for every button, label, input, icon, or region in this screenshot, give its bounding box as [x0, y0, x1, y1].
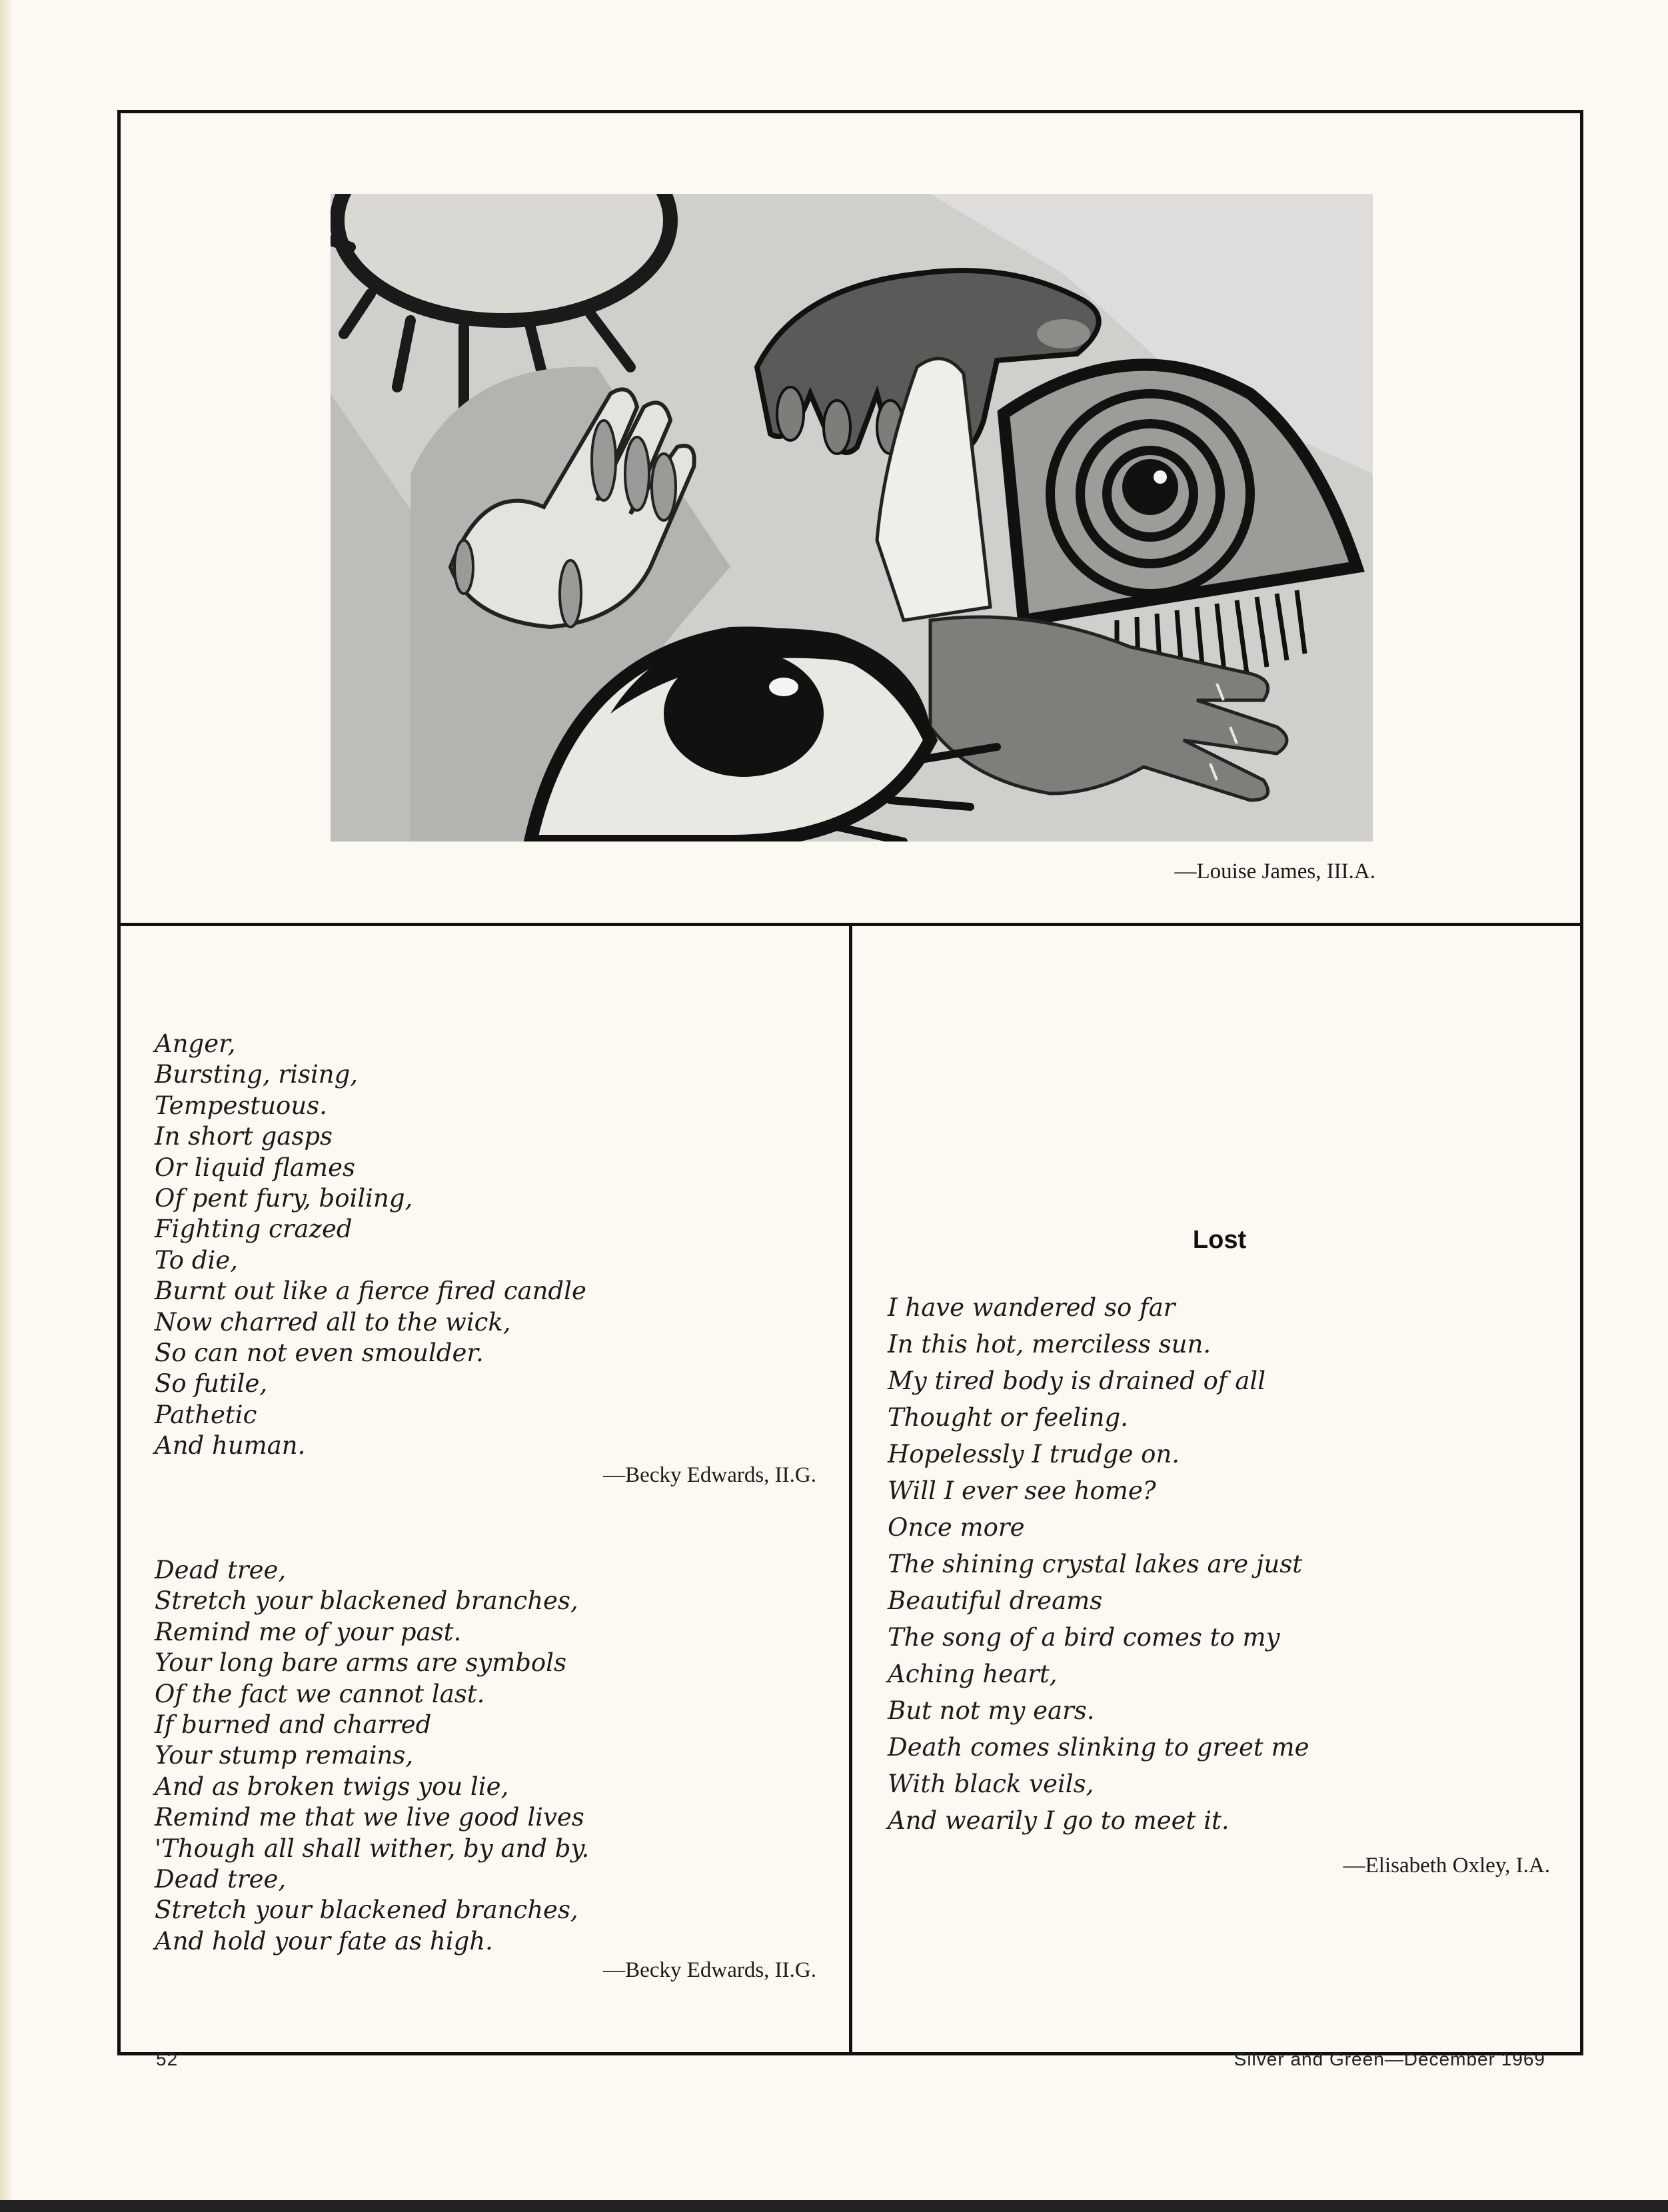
poem-line: Remind me that we live good lives	[155, 1803, 584, 1832]
poem-line: If burned and charred	[155, 1710, 432, 1739]
poem-line: The song of a bird comes to my	[888, 1623, 1280, 1652]
poem-line: And wearily I go to meet it.	[888, 1806, 1230, 1835]
poem-line: Remind me of your past.	[155, 1617, 462, 1646]
poem-line: In short gasps	[155, 1122, 333, 1151]
poem-line: Anger,	[155, 1029, 236, 1058]
poem-line: Your stump remains,	[155, 1741, 414, 1770]
poem-line: Aching heart,	[888, 1660, 1058, 1688]
poem-line: Once more	[888, 1513, 1025, 1542]
poem-line: And as broken twigs you lie,	[155, 1772, 509, 1801]
poem-line: And human.	[155, 1431, 306, 1460]
poem-line: Dead tree,	[155, 1864, 287, 1894]
poem-dead-tree	[155, 1555, 589, 1957]
poem-line: The shining crystal lakes are just	[888, 1550, 1303, 1578]
poem-line: Will I ever see home?	[888, 1476, 1156, 1505]
page-spine	[0, 0, 11, 2212]
poem-line: With black veils,	[888, 1770, 1094, 1798]
poem-line: Bursting, rising,	[155, 1060, 359, 1089]
poem-lost-credit: —Elisabeth Oxley, I.A.	[1343, 1854, 1550, 1878]
poem-line: Tempestuous.	[155, 1091, 327, 1120]
poem-line: Stretch your blackened branches,	[155, 1586, 578, 1616]
poem-dead-tree-credit: —Becky Edwards, II.G.	[603, 1958, 816, 1982]
poem-line: Pathetic	[155, 1400, 257, 1429]
poem-anger-credit: —Becky Edwards, II.G.	[603, 1463, 816, 1487]
poem-line: Burnt out like a fierce fired candle	[155, 1277, 586, 1306]
poem-line: Dead tree,	[155, 1556, 287, 1584]
poem-lost	[888, 1289, 1309, 1839]
poem-anger	[155, 1029, 586, 1461]
scan-edge	[0, 2200, 1668, 2212]
artwork-image	[331, 194, 1373, 841]
poem-line: Stretch your blackened branches,	[155, 1896, 578, 1925]
publication-line: Silver and Green—December 1969	[1234, 2049, 1545, 2069]
poem-line: And hold your fate as high.	[155, 1926, 493, 1955]
poem-line: Hopelessly I trudge on.	[888, 1440, 1180, 1468]
poem-line: 'Though all shall wither, by and by.	[155, 1834, 590, 1863]
poem-line: So can not even smoulder.	[155, 1338, 484, 1367]
poem-line: Of the fact we cannot last.	[155, 1679, 485, 1708]
artwork-credit: —Louise James, III.A.	[1174, 859, 1375, 883]
poem-line: Beautiful dreams	[888, 1586, 1103, 1615]
poem-line: So futile,	[155, 1369, 268, 1398]
poem-line: Death comes slinking to greet me	[888, 1733, 1309, 1762]
poem-lost-title: Lost	[1192, 1226, 1247, 1254]
page-number: 52	[156, 2049, 179, 2069]
poem-line: Your long bare arms are symbols	[155, 1648, 566, 1678]
poem-line: Thought or feeling.	[888, 1403, 1128, 1432]
poem-line: But not my ears.	[888, 1696, 1095, 1725]
poem-line: I have wandered so far	[888, 1293, 1176, 1322]
poem-line: Or liquid flames	[155, 1153, 355, 1182]
vertical-divider	[849, 925, 852, 2055]
poem-line: In this hot, merciless sun.	[888, 1330, 1212, 1359]
poem-line: To die,	[155, 1245, 239, 1275]
poem-line: Of pent fury, boiling,	[155, 1183, 413, 1213]
poem-line: Now charred all to the wick,	[155, 1307, 511, 1337]
poem-line: Fighting crazed	[155, 1215, 353, 1244]
poem-line: My tired body is drained of all	[888, 1367, 1266, 1395]
